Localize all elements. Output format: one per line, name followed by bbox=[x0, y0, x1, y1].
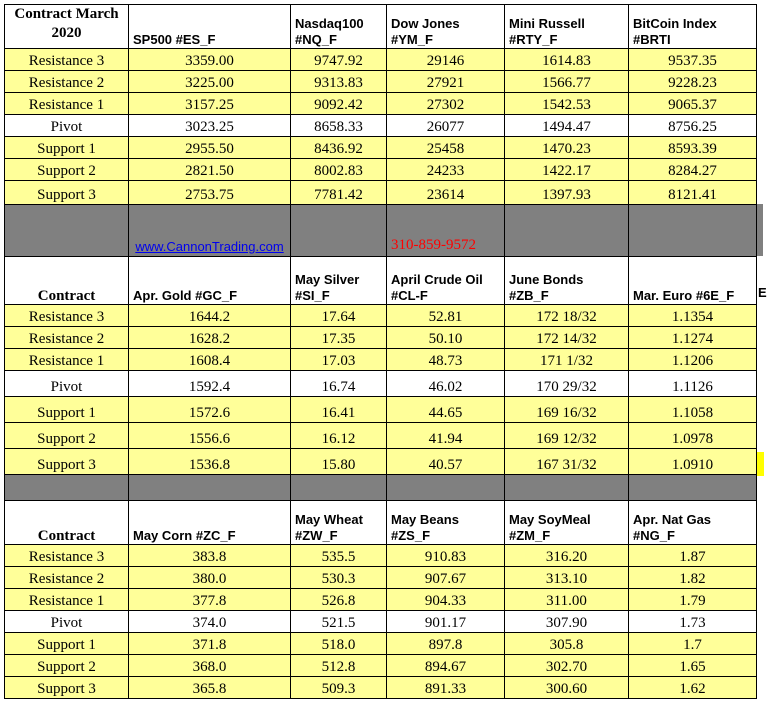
table-row bbox=[5, 137, 757, 159]
level-value: 169 16/32 bbox=[505, 397, 629, 423]
contract-label-cell: Contract bbox=[5, 257, 129, 305]
level-label: Support 3 bbox=[5, 449, 129, 475]
separator-cell bbox=[505, 475, 629, 501]
table-row bbox=[5, 327, 757, 349]
level-value: 48.73 bbox=[387, 349, 505, 371]
pivot-table bbox=[4, 4, 757, 699]
level-value: 8436.92 bbox=[291, 137, 387, 159]
level-value: 313.10 bbox=[505, 567, 629, 589]
level-value: 530.3 bbox=[291, 567, 387, 589]
level-value: 1536.8 bbox=[129, 449, 291, 475]
level-value: 383.8 bbox=[129, 545, 291, 567]
contract-header-cell: Mar. Euro #6E_F bbox=[629, 257, 757, 305]
level-label: Resistance 1 bbox=[5, 589, 129, 611]
table-row bbox=[5, 423, 757, 449]
table-row bbox=[5, 159, 757, 181]
separator-cell bbox=[129, 205, 291, 257]
level-value: 1.0910 bbox=[629, 449, 757, 475]
level-value: 1.65 bbox=[629, 655, 757, 677]
contract-header-cell: Apr. Gold #GC_F bbox=[129, 257, 291, 305]
level-label: Resistance 3 bbox=[5, 49, 129, 71]
table-row bbox=[5, 397, 757, 423]
level-value: 371.8 bbox=[129, 633, 291, 655]
level-value: 521.5 bbox=[291, 611, 387, 633]
level-label: Support 2 bbox=[5, 423, 129, 449]
level-value: 910.83 bbox=[387, 545, 505, 567]
separator-cell bbox=[5, 475, 129, 501]
level-label: Support 1 bbox=[5, 633, 129, 655]
table-row bbox=[5, 371, 757, 397]
table-row bbox=[5, 349, 757, 371]
level-value: 307.90 bbox=[505, 611, 629, 633]
level-value: 8658.33 bbox=[291, 115, 387, 137]
level-value: 311.00 bbox=[505, 589, 629, 611]
level-value: 1.1126 bbox=[629, 371, 757, 397]
separator-cell bbox=[291, 205, 387, 257]
level-value: 380.0 bbox=[129, 567, 291, 589]
separator-cell bbox=[5, 205, 129, 257]
contract-header-cell: April Crude Oil #CL-F bbox=[387, 257, 505, 305]
level-value: 1.87 bbox=[629, 545, 757, 567]
contract-header-cell: May Corn #ZC_F bbox=[129, 501, 291, 545]
level-value: 897.8 bbox=[387, 633, 505, 655]
level-label: Resistance 1 bbox=[5, 349, 129, 371]
level-value: 1.7 bbox=[629, 633, 757, 655]
level-value: 172 18/32 bbox=[505, 305, 629, 327]
level-value: 9537.35 bbox=[629, 49, 757, 71]
level-value: 1422.17 bbox=[505, 159, 629, 181]
level-value: 365.8 bbox=[129, 677, 291, 699]
level-value: 302.70 bbox=[505, 655, 629, 677]
level-value: 9065.37 bbox=[629, 93, 757, 115]
level-value: 9747.92 bbox=[291, 49, 387, 71]
level-value: 1494.47 bbox=[505, 115, 629, 137]
table-row bbox=[5, 71, 757, 93]
level-value: 27302 bbox=[387, 93, 505, 115]
level-value: 1.62 bbox=[629, 677, 757, 699]
level-value: 167 31/32 bbox=[505, 449, 629, 475]
level-value: 25458 bbox=[387, 137, 505, 159]
level-value: 172 14/32 bbox=[505, 327, 629, 349]
table-row bbox=[5, 93, 757, 115]
level-value: 2821.50 bbox=[129, 159, 291, 181]
separator-cell bbox=[629, 475, 757, 501]
table-row bbox=[5, 611, 757, 633]
level-value: 368.0 bbox=[129, 655, 291, 677]
contract-header-cell: May Silver #SI_F bbox=[291, 257, 387, 305]
level-value: 41.94 bbox=[387, 423, 505, 449]
level-label: Pivot bbox=[5, 611, 129, 633]
level-value: 8002.83 bbox=[291, 159, 387, 181]
level-label: Support 2 bbox=[5, 655, 129, 677]
level-value: 27921 bbox=[387, 71, 505, 93]
level-label: Pivot bbox=[5, 371, 129, 397]
level-value: 17.03 bbox=[291, 349, 387, 371]
level-value: 1644.2 bbox=[129, 305, 291, 327]
level-value: 16.74 bbox=[291, 371, 387, 397]
contract-header-cell: SP500 #ES_F bbox=[129, 5, 291, 49]
phone-number: 310-859-9572 bbox=[391, 237, 476, 253]
table-row bbox=[5, 305, 757, 327]
level-value: 46.02 bbox=[387, 371, 505, 397]
level-value: 518.0 bbox=[291, 633, 387, 655]
separator-row bbox=[5, 475, 757, 501]
level-value: 377.8 bbox=[129, 589, 291, 611]
level-value: 17.35 bbox=[291, 327, 387, 349]
contract-label-cell: Contract March 2020 bbox=[5, 5, 129, 49]
level-value: 171 1/32 bbox=[505, 349, 629, 371]
contract-header-cell: Apr. Nat Gas #NG_F bbox=[629, 501, 757, 545]
separator-cell bbox=[291, 475, 387, 501]
level-label: Support 1 bbox=[5, 137, 129, 159]
level-value: 16.41 bbox=[291, 397, 387, 423]
level-value: 1614.83 bbox=[505, 49, 629, 71]
level-value: 1556.6 bbox=[129, 423, 291, 449]
level-value: 3359.00 bbox=[129, 49, 291, 71]
level-value: 169 12/32 bbox=[505, 423, 629, 449]
level-value: 40.57 bbox=[387, 449, 505, 475]
level-value: 15.80 bbox=[291, 449, 387, 475]
level-value: 9313.83 bbox=[291, 71, 387, 93]
table-row bbox=[5, 115, 757, 137]
table-row bbox=[5, 181, 757, 205]
table-row bbox=[5, 655, 757, 677]
level-value: 1.1274 bbox=[629, 327, 757, 349]
level-value: 7781.42 bbox=[291, 181, 387, 205]
contract-header-cell: Mini Russell #RTY_F bbox=[505, 5, 629, 49]
contract-label-cell: Contract bbox=[5, 501, 129, 545]
level-label: Resistance 2 bbox=[5, 327, 129, 349]
contract-header-cell: May Beans #ZS_F bbox=[387, 501, 505, 545]
level-value: 901.17 bbox=[387, 611, 505, 633]
separator-row bbox=[5, 205, 757, 257]
table-row bbox=[5, 589, 757, 611]
level-value: 1.79 bbox=[629, 589, 757, 611]
level-label: Resistance 1 bbox=[5, 93, 129, 115]
contract-header-cell: May Wheat #ZW_F bbox=[291, 501, 387, 545]
section1-header-row bbox=[5, 5, 757, 49]
level-label: Support 3 bbox=[5, 677, 129, 699]
level-value: 3023.25 bbox=[129, 115, 291, 137]
level-value: 526.8 bbox=[291, 589, 387, 611]
level-value: 907.67 bbox=[387, 567, 505, 589]
level-value: 300.60 bbox=[505, 677, 629, 699]
level-value: 23614 bbox=[387, 181, 505, 205]
level-value: 374.0 bbox=[129, 611, 291, 633]
level-value: 1628.2 bbox=[129, 327, 291, 349]
separator-cell bbox=[629, 205, 757, 257]
level-value: 894.67 bbox=[387, 655, 505, 677]
level-label: Support 3 bbox=[5, 181, 129, 205]
table-row bbox=[5, 677, 757, 699]
level-value: 52.81 bbox=[387, 305, 505, 327]
level-value: 1572.6 bbox=[129, 397, 291, 423]
level-value: 170 29/32 bbox=[505, 371, 629, 397]
level-value: 509.3 bbox=[291, 677, 387, 699]
separator-cell bbox=[387, 205, 505, 257]
level-value: 2955.50 bbox=[129, 137, 291, 159]
level-label: Support 1 bbox=[5, 397, 129, 423]
contract-header-cell: May SoyMeal #ZM_F bbox=[505, 501, 629, 545]
contract-header-cell: June Bonds #ZB_F bbox=[505, 257, 629, 305]
section3-header-row bbox=[5, 501, 757, 545]
table-row bbox=[5, 449, 757, 475]
level-value: 26077 bbox=[387, 115, 505, 137]
table-row bbox=[5, 49, 757, 71]
level-value: 1470.23 bbox=[505, 137, 629, 159]
level-label: Support 2 bbox=[5, 159, 129, 181]
contract-header-cell: BitCoin Index #BRTI bbox=[629, 5, 757, 49]
level-value: 1.73 bbox=[629, 611, 757, 633]
table-row bbox=[5, 567, 757, 589]
right-edge-gray bbox=[757, 204, 763, 256]
edge-clipped-char: E bbox=[758, 285, 767, 300]
level-value: 16.12 bbox=[291, 423, 387, 449]
level-value: 1.1354 bbox=[629, 305, 757, 327]
level-value: 3225.00 bbox=[129, 71, 291, 93]
level-value: 3157.25 bbox=[129, 93, 291, 115]
level-value: 8756.25 bbox=[629, 115, 757, 137]
level-value: 512.8 bbox=[291, 655, 387, 677]
level-value: 1.0978 bbox=[629, 423, 757, 449]
level-value: 1.1058 bbox=[629, 397, 757, 423]
level-value: 1397.93 bbox=[505, 181, 629, 205]
level-value: 29146 bbox=[387, 49, 505, 71]
contract-header-cell: Nasdaq100 #NQ_F bbox=[291, 5, 387, 49]
level-label: Resistance 3 bbox=[5, 305, 129, 327]
level-value: 1566.77 bbox=[505, 71, 629, 93]
level-value: 1608.4 bbox=[129, 349, 291, 371]
level-value: 904.33 bbox=[387, 589, 505, 611]
level-value: 891.33 bbox=[387, 677, 505, 699]
level-label: Resistance 2 bbox=[5, 567, 129, 589]
level-value: 44.65 bbox=[387, 397, 505, 423]
website-link[interactable]: www.CannonTrading.com bbox=[135, 239, 284, 254]
level-value: 1542.53 bbox=[505, 93, 629, 115]
level-value: 17.64 bbox=[291, 305, 387, 327]
level-value: 8593.39 bbox=[629, 137, 757, 159]
table-row bbox=[5, 633, 757, 655]
level-value: 316.20 bbox=[505, 545, 629, 567]
level-value: 50.10 bbox=[387, 327, 505, 349]
level-value: 9228.23 bbox=[629, 71, 757, 93]
level-value: 1.82 bbox=[629, 567, 757, 589]
level-label: Pivot bbox=[5, 115, 129, 137]
level-value: 8121.41 bbox=[629, 181, 757, 205]
level-value: 24233 bbox=[387, 159, 505, 181]
separator-cell bbox=[129, 475, 291, 501]
separator-cell bbox=[387, 475, 505, 501]
section2-header-row bbox=[5, 257, 757, 305]
right-edge-yellow bbox=[757, 452, 764, 476]
level-value: 8284.27 bbox=[629, 159, 757, 181]
contract-header-cell: Dow Jones #YM_F bbox=[387, 5, 505, 49]
level-label: Resistance 2 bbox=[5, 71, 129, 93]
separator-cell bbox=[505, 205, 629, 257]
table-row bbox=[5, 545, 757, 567]
level-value: 535.5 bbox=[291, 545, 387, 567]
level-value: 2753.75 bbox=[129, 181, 291, 205]
level-value: 1.1206 bbox=[629, 349, 757, 371]
level-value: 9092.42 bbox=[291, 93, 387, 115]
level-value: 1592.4 bbox=[129, 371, 291, 397]
level-label: Resistance 3 bbox=[5, 545, 129, 567]
level-value: 305.8 bbox=[505, 633, 629, 655]
